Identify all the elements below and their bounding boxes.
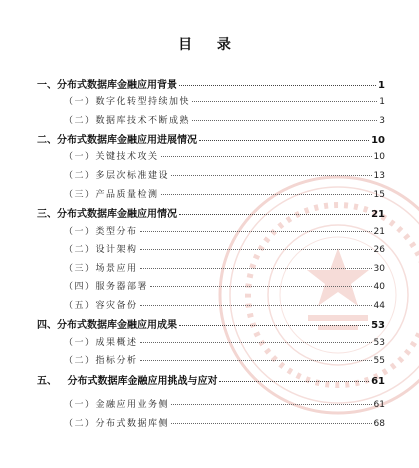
toc-entry-label: （一）类型分布 <box>64 227 138 237</box>
toc-page-number: 3 <box>379 116 385 126</box>
toc-entry-label: （一）数字化转型持续加快 <box>64 97 191 107</box>
toc-subsection-2-1[interactable] <box>64 149 385 162</box>
toc-entry-label: （二）多层次标准建设 <box>64 171 170 181</box>
toc-subsection-3-1[interactable] <box>64 224 385 237</box>
toc-page-number: 44 <box>373 301 385 311</box>
toc-entry-label: 四、分布式数据库金融应用成果 <box>37 320 177 331</box>
dot-leader <box>199 140 369 141</box>
dot-leader <box>140 249 372 250</box>
toc-page-number: 21 <box>371 209 385 220</box>
dot-leader <box>140 268 372 269</box>
toc-entry-label: 一、分布式数据库金融应用背景 <box>37 80 177 91</box>
dot-leader <box>140 360 372 361</box>
toc-page-number: 53 <box>373 338 385 348</box>
toc-page-number: 40 <box>373 282 385 292</box>
dot-leader <box>219 381 369 382</box>
toc-entry-label: （三）产品质量检测 <box>64 190 159 200</box>
toc-page-number: 30 <box>373 264 385 274</box>
toc-page-number: 15 <box>373 190 385 200</box>
dot-leader <box>179 85 376 86</box>
toc-page-number: 10 <box>373 152 385 162</box>
toc-page-number: 1 <box>378 80 385 91</box>
toc-entry-label: 五、 分布式数据库金融应用挑战与应对 <box>37 376 218 387</box>
toc-subsection-3-2[interactable] <box>64 242 385 255</box>
toc-page-number: 61 <box>373 400 385 410</box>
toc-subsection-5-2[interactable] <box>64 416 385 429</box>
toc-subsection-3-5[interactable] <box>64 298 385 311</box>
toc-entry-label: 二、分布式数据库金融应用进展情况 <box>37 135 197 146</box>
dot-leader <box>161 194 372 195</box>
toc-entry-label: （四）服务器部署 <box>64 282 149 292</box>
dot-leader <box>179 214 369 215</box>
toc-section-2[interactable] <box>37 131 385 146</box>
toc-page-number: 10 <box>371 135 385 146</box>
dot-leader <box>171 423 372 424</box>
dot-leader <box>150 286 372 287</box>
dot-leader <box>140 231 372 232</box>
dot-leader <box>171 404 372 405</box>
toc-page-number: 68 <box>373 419 385 429</box>
toc-entry-label: （一）金融应用业务侧 <box>64 400 170 410</box>
toc-entry-label: （一）关键技术攻关 <box>64 152 159 162</box>
toc-entry-label: （二）设计架构 <box>64 245 138 255</box>
dot-leader <box>161 156 372 157</box>
toc-page-number: 53 <box>371 320 385 331</box>
toc-entry-label: （三）场景应用 <box>64 264 138 274</box>
dot-leader <box>140 305 372 306</box>
dot-leader <box>192 101 377 102</box>
toc-subsection-3-4[interactable] <box>64 279 385 292</box>
toc-section-5[interactable] <box>37 372 385 387</box>
toc-entry-label: （二）分布式数据库侧 <box>64 419 170 429</box>
toc-page-number: 1 <box>379 97 385 107</box>
toc-entry-label: 三、分布式数据库金融应用情况 <box>37 209 177 220</box>
toc-page-number: 21 <box>373 227 385 237</box>
toc-subsection-4-1[interactable] <box>64 335 385 348</box>
toc-entry-label: （五）容灾备份 <box>64 301 138 311</box>
toc-subsection-1-2[interactable] <box>64 113 385 126</box>
toc-subsection-2-3[interactable] <box>64 187 385 200</box>
toc-subsection-1-1[interactable] <box>64 94 385 107</box>
toc-page-number: 26 <box>373 245 385 255</box>
toc-section-4[interactable] <box>37 316 385 331</box>
toc-entry-label: （二）数据库技术不断成熟 <box>64 116 191 126</box>
toc-subsection-4-2[interactable] <box>64 353 385 366</box>
dot-leader <box>171 175 372 176</box>
toc-entry-label: （一）成果概述 <box>64 338 138 348</box>
toc-subsection-3-3[interactable] <box>64 261 385 274</box>
toc-section-3[interactable] <box>37 205 385 220</box>
toc-subsection-2-2[interactable] <box>64 168 385 181</box>
toc-entry-label: （二）指标分析 <box>64 356 138 366</box>
toc-page-number: 55 <box>373 356 385 366</box>
toc-section-1[interactable] <box>37 76 385 91</box>
dot-leader <box>179 325 369 326</box>
toc-page-number: 13 <box>373 171 385 181</box>
dot-leader <box>192 120 377 121</box>
toc-page-number: 61 <box>371 376 385 387</box>
page-title: 目 录 <box>178 37 241 53</box>
toc-subsection-5-1[interactable] <box>64 397 385 410</box>
dot-leader <box>140 342 372 343</box>
